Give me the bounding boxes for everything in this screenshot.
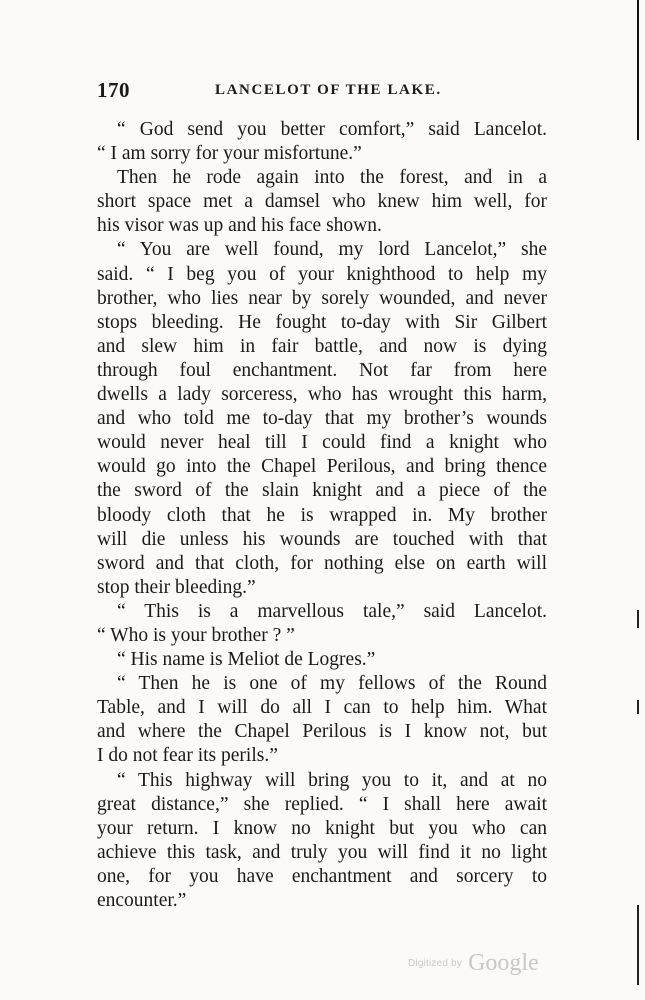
text-line: “ This highway will bring you to it, and at no (117, 769, 547, 791)
text-line: through foul enchantment. Not far from here (97, 359, 547, 381)
text-line: stop their bleeding.” (97, 576, 256, 598)
text-line: said. “ I beg you of your knighthood to help my (97, 263, 547, 285)
text-line: stops bleeding. He fought to-day with Sir Gilbert (97, 311, 547, 333)
text-line: bloody cloth that he is wrapped in. My brother (97, 504, 547, 526)
text-line: “ I am sorry for your misfortune.” (97, 143, 362, 165)
page-edge-mark (637, 610, 639, 628)
text-line: achieve this task, and truly you will find it no light (97, 841, 547, 863)
body-text (97, 118, 547, 913)
text-line: short space met a damsel who knew him well, for (97, 191, 547, 213)
text-line: “ God send you better comfort,” said Lancelot. (117, 119, 547, 140)
page-edge-mark (637, 905, 639, 985)
running-head: LANCELOT OF THE LAKE. (215, 82, 442, 98)
text-line: encounter.” (97, 890, 187, 911)
text-line: “ His name is Meliot de Logres.” (117, 649, 376, 671)
page-edge-rule (637, 0, 639, 140)
text-line: sword and that cloth, for nothing else on earth will (97, 552, 547, 574)
text-line: I do not fear its perils.” (97, 745, 278, 767)
text-line: your return. I know no knight but you who can (97, 817, 547, 839)
text-line: and slew him in fair battle, and now is dying (97, 335, 547, 357)
text-line: one, for you have enchantment and sorcery to (97, 865, 547, 887)
text-line: Then he rode again into the forest, and in a (117, 167, 547, 189)
digitized-watermark (408, 950, 539, 980)
watermark-brand: Google (468, 950, 539, 976)
text-line: Table, and I will do all I can to help him. What (97, 697, 547, 719)
page-edge-mark (637, 700, 639, 714)
text-line: will die unless his wounds are touched with that (97, 528, 547, 550)
text-line: dwells a lady sorceress, who has wrought this harm, (97, 384, 547, 406)
text-line: his visor was up and his face shown. (97, 215, 382, 237)
text-line: would never heal till I could find a knight who (97, 432, 547, 454)
text-line: and where the Chapel Perilous is I know not, but (97, 721, 547, 743)
text-line: “ You are well found, my lord Lancelot,” she (117, 239, 547, 261)
text-line: “ This is a marvellous tale,” said Lancelot. (117, 600, 547, 622)
text-line: “ Who is your brother ? ” (97, 624, 295, 646)
text-line: would go into the Chapel Perilous, and bring thence (97, 456, 547, 478)
watermark-prefix: Digitized by (408, 958, 463, 969)
page-header (97, 78, 547, 108)
page-number: 170 (97, 78, 130, 102)
text-line: “ Then he is one of my fellows of the Round (117, 673, 547, 695)
text-line: the sword of the slain knight and a piece of the (97, 480, 547, 502)
text-line: and who told me to-day that my brother’s wounds (97, 408, 547, 430)
text-line: great distance,” she replied. “ I shall here await (97, 793, 547, 815)
text-line: brother, who lies near by sorely wounded, and never (97, 287, 547, 309)
